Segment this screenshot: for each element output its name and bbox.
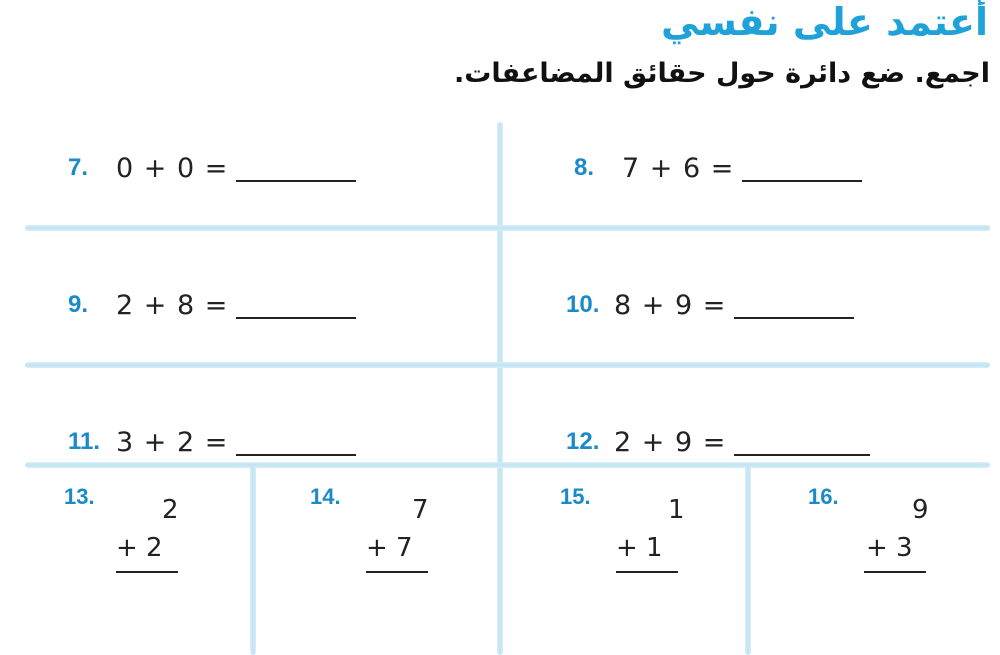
problem-expression: 0 + 0 =	[116, 152, 229, 184]
problem-number: 11.	[68, 428, 101, 455]
grid-divider-vertical-center	[497, 122, 503, 655]
instruction-text: اجمع. ضع دائرة حول حقائق المضاعفات.	[454, 58, 990, 89]
problem-bottom-addend: + 7	[366, 533, 413, 563]
problem-bottom-addend: + 3	[866, 533, 913, 563]
sum-line[interactable]	[864, 571, 926, 573]
problem-expression: 8 + 9 =	[614, 289, 727, 321]
grid-divider-row-1	[25, 225, 990, 231]
answer-blank[interactable]	[236, 154, 356, 182]
page-title: أعتمد على نفسي	[660, 0, 988, 44]
problem-expression: 3 + 2 =	[116, 426, 229, 458]
problem-number: 9.	[68, 291, 89, 318]
answer-blank[interactable]	[734, 428, 870, 456]
problem-12	[566, 422, 870, 462]
problem-expression: 2 + 9 =	[614, 426, 727, 458]
grid-divider-vertical-right	[745, 465, 751, 655]
problem-top-addend: 9	[912, 495, 929, 525]
problem-11	[68, 422, 356, 462]
problem-number: 7.	[68, 154, 89, 181]
problem-number: 8.	[574, 154, 595, 181]
problem-expression: 2 + 8 =	[116, 289, 229, 321]
problem-number: 12.	[566, 428, 600, 455]
answer-blank[interactable]	[236, 428, 356, 456]
problem-number: 13.	[64, 484, 95, 509]
problem-bottom-addend: + 2	[116, 533, 163, 563]
grid-divider-row-3	[25, 462, 990, 468]
problem-10	[566, 285, 854, 325]
problem-7	[68, 148, 356, 188]
problem-top-addend: 2	[162, 495, 179, 525]
problem-9	[68, 285, 356, 325]
sum-line[interactable]	[616, 571, 678, 573]
answer-blank[interactable]	[742, 154, 862, 182]
grid-divider-row-2	[25, 362, 990, 368]
sum-line[interactable]	[366, 571, 428, 573]
problem-top-addend: 1	[668, 495, 685, 525]
problem-bottom-addend: + 1	[616, 533, 663, 563]
problem-number: 16.	[808, 484, 839, 509]
problem-expression: 7 + 6 =	[622, 152, 735, 184]
answer-blank[interactable]	[236, 291, 356, 319]
problem-number: 14.	[310, 484, 341, 509]
problem-number: 10.	[566, 291, 600, 318]
problem-number: 15.	[560, 484, 591, 509]
grid-divider-vertical-left	[250, 465, 256, 655]
sum-line[interactable]	[116, 571, 178, 573]
problem-top-addend: 7	[412, 495, 429, 525]
answer-blank[interactable]	[734, 291, 854, 319]
problem-8	[574, 148, 862, 188]
